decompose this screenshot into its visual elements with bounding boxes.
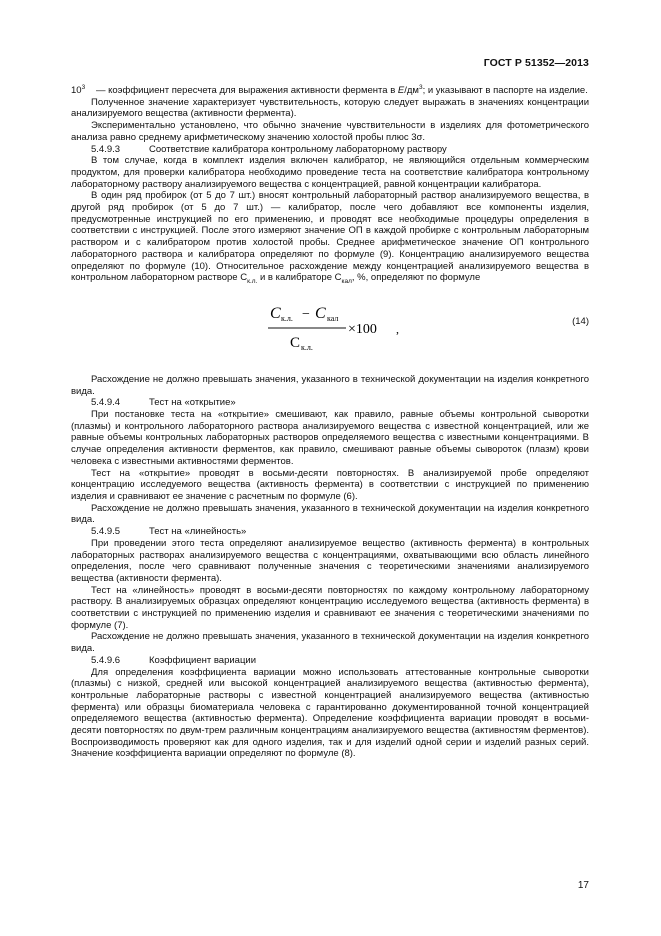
clause-5-4-9-4	[71, 397, 589, 409]
paragraph-3: В том случае, когда в комплект изделия включен калибратор, не являющийся отдельным коммерческим продуктом, для проверки калибратора необходимо проведение теста на соответствие калибратора контрольному лабораторному раствору анализируемого вещества с концентрацией, равной концентрации калибратора.	[71, 155, 589, 190]
paragraph-5: Расхождение не должно превышать значения, указанного в технической документации на изделия конкретного вида.	[71, 373, 589, 397]
definition-text-part2: ; и указывают в паспорте на изделие.	[422, 85, 588, 96]
formula-times-100: ×100	[348, 321, 377, 337]
clause-title: Тест на «открытие»	[149, 397, 236, 409]
formula-number: (14)	[572, 315, 589, 327]
clause-number: 5.4.9.3	[91, 143, 121, 155]
clause-5-4-9-3	[71, 144, 589, 156]
paragraph-4-text: В один ряд пробирок (от 5 до 7 шт.) вносят контрольный лабораторный раствор анализируемого вещества, в другой ряд пробирок (от 5 до 7 шт.) — калибратор, после чего добавляют все компоненты изделия, предусмотренные инструкцией по его применению, и проводят все необходимые процедуры определения в соответствии с инструкцией. После этого измеряют значение ОП в каждой пробирке с контрольным лабораторным раствором и с калибратором против холостой пробы. Среднее арифметическое значение ОП контрольного лабораторного раствора и калибратора определяют по формуле (9). Концентрацию анализируемого вещества определяют по формуле (10). Относительное расхождение между концентрацией анализируемого вещества в контрольном лабораторном растворе С	[71, 190, 589, 284]
formula-graphic	[266, 294, 406, 358]
formula-num-right-sub: кал	[327, 313, 339, 323]
paragraph-10: Тест на «линейность» проводят в восьми-десяти повторностях по каждому контрольному лабораторному раствору. В анализируемых образцах определяют концентрацию исследуемого вещества (активность фермента) в соответствии с инструкцией по применению изделия и сравнивают ее значения с теоретическими значениями по формуле (7).	[71, 584, 589, 631]
definition-unit-sup: 3	[418, 83, 423, 91]
clause-number: 5.4.9.6	[91, 654, 121, 666]
clause-title: Тест на «линейность»	[149, 526, 247, 538]
clause-number: 5.4.9.4	[91, 397, 121, 409]
paragraph-4	[71, 190, 589, 284]
paragraph-1: Полученное значение характеризует чувствительность, которую следует выражать в значениях концентрации анализируемого вещества (активности фермента).	[71, 96, 589, 120]
definition-term-base: 10	[71, 85, 82, 96]
clause-title: Коэффициент вариации	[149, 654, 257, 666]
paragraph-8: Расхождение не должно превышать значения, указанного в технической документации на изделия конкретного вида.	[71, 502, 589, 526]
clause-title: Соответствие калибратора контрольному лабораторному раствору	[149, 143, 447, 155]
formula-den-sub: к.л.	[301, 342, 313, 352]
paragraph-4-mid: и в калибраторе С	[257, 272, 342, 284]
paragraph-2: Экспериментально установлено, что обычно значение чувствительности в изделиях для фотометрического анализа равно среднему арифметическому значению холостой пробы плюс 3σ.	[71, 120, 589, 143]
clause-number: 5.4.9.5	[91, 526, 121, 538]
paragraph-4-end: , %, определяют по формуле	[351, 272, 481, 284]
formula-num-left: C	[270, 304, 281, 322]
formula-num-left-sub: к.л.	[281, 313, 293, 323]
formula-den: C	[290, 334, 301, 351]
definition-text	[96, 85, 589, 97]
clause-5-4-9-5	[71, 526, 589, 538]
definition-unit-main: Е	[397, 85, 405, 96]
page-number: 17	[577, 880, 589, 891]
formula-comma: ,	[396, 321, 399, 336]
clause-5-4-9-6	[71, 655, 589, 667]
paragraph-6: При постановке теста на «открытие» смешивают, как правило, равные объемы контрольной сыворотки (плазмы) и контрольного лабораторного раствора анализируемого вещества с известной концентрацией, или же равные объемы контрольных лабораторных растворов определяемого вещества с известными концентрациями. В случае определения активности ферментов, как правило, смешивают равные объемы сывороток (плазм) крови человека с известными активностями ферментов.	[71, 409, 589, 467]
paragraph-11: Расхождение не должно превышать значения, указанного в технической документации на изделия конкретного вида.	[71, 631, 589, 655]
paragraph-9: При проведении этого теста определяют анализируемое вещество (активность фермента) в контрольных лабораторных растворах анализируемого вещества с концентрациями, охватывающими всю область линейного определения, после чего сравнивают полученные значения с теоретическими значениями анализируемого вещества (активности фермента).	[71, 537, 589, 584]
paragraph-12: Для определения коэффициента вариации можно использовать аттестованные контрольные сыворотки (плазмы) с низкой, средней или высокой концентрацией анализируемого вещества (активностью фермента), контрольные лабораторные растворы с известной концентрацией анализируемого вещества (активностью фермента) или образцы биоматериала человека с гарантированно документированной точной концентрацией определяемого вещества (активностью фермента). Определение коэффициента вариации проводят в восьми-десяти повторностях по двум-трем различным концентрациям анализируемого вещества (активностям ферментов). Воспроизводимость проверяют как для одного изделия, так и для изделий одной серии и изделий разных серий. Значение коэффициента вариации определяют по формуле (8).	[71, 666, 589, 760]
paragraph-4-sub-kl: к.л.	[247, 278, 258, 286]
paragraph-4-sub-kal: кал	[341, 278, 352, 286]
definition-unit-mid: /дм	[404, 85, 419, 96]
paragraph-7: Тест на «открытие» проводят в восьми-десяти повторностях. В анализируемой пробе определяют концентрацию исследуемого вещества (активность фермента) в соответствии с инструкцией по применению изделия и сравнивают ее значение с расчетным по формуле (6).	[71, 467, 589, 502]
definition-term	[71, 85, 96, 97]
definition-row	[71, 85, 589, 97]
document-id: ГОСТ Р 51352—2013	[483, 57, 589, 69]
formula-num-right: C	[315, 304, 326, 322]
formula-14	[71, 294, 589, 360]
formula-minus: −	[302, 306, 310, 322]
definition-term-sup: 3	[81, 83, 86, 91]
definition-text-part1: — коэффициент пересчета для выражения активности фермента в	[96, 85, 398, 96]
